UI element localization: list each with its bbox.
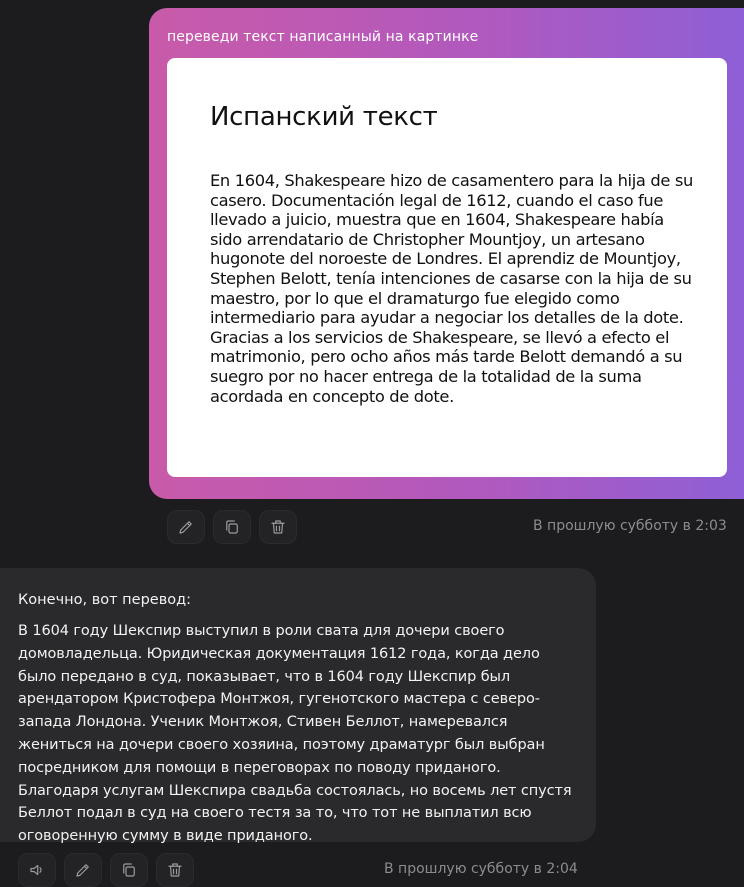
- copy-icon: [120, 861, 138, 879]
- assistant-message-timestamp: В прошлую субботу в 2:04: [384, 861, 578, 877]
- assistant-intro-text: Конечно, вот перевод:: [18, 592, 192, 608]
- copy-button[interactable]: [110, 853, 148, 887]
- assistant-translation-text: В 1604 году Шекспир выступил в роли свата для дочери своего домовладельца. Юридическая документация 1612 года, когда дело было передано в суд, показывает, что в 1604 году Шекспир был арендатором Кристофера Монтжоя, гугенотского мастера с северо-запада Лондона. Ученик Монтжоя, Стивен Беллот, намеревался жениться на дочери своего хозяина, поэтому драматург был выбран посредником для помощи в переговорах по поводу приданого. Благодаря услугам Шекспира свадьба состоялась, но восемь лет спустя Беллот подал в суд на своего тестя за то, что тот не выплатил всю оговоренную сумму в виде приданого.: [18, 623, 572, 845]
- edit-button[interactable]: [64, 853, 102, 887]
- delete-button[interactable]: [259, 510, 297, 544]
- speaker-icon: [28, 861, 46, 879]
- delete-button[interactable]: [156, 853, 194, 887]
- trash-icon: [269, 518, 287, 536]
- copy-button[interactable]: [213, 510, 251, 544]
- assistant-message-bubble: [0, 568, 596, 845]
- edit-button[interactable]: [167, 510, 205, 544]
- user-message-bubble: [149, 8, 744, 499]
- image-heading: Испанский текст: [210, 102, 438, 132]
- image-body-text: En 1604, Shakespeare hizo de casamentero para la hija de su casero. Documentación legal de 1612, cuando el caso fue llevado a juicio, muestra que en 1604, Shakespeare había sido arrendatario de Christopher Mountjoy, un artesano hugonote del noroeste de Londres. El aprendiz de Mountjoy, Stephen Belott, tenía intenciones de casarse con la hija de su maestro, por lo que el dramaturgo fue elegido como intermediario para ayudar a negociar los detalles de la dote. Gracias a los servicios de Shakespeare, se llevó a efecto el matrimonio, pero ocho años más tarde Belott demandó a su suegro por no hacer entrega de la totalidad de la suma acordada en concepto de dote.: [210, 171, 693, 406]
- user-message-timestamp: В прошлую субботу в 2:03: [533, 518, 727, 534]
- user-message-actions: [167, 510, 297, 544]
- assistant-message-actions: [18, 853, 194, 887]
- trash-icon: [166, 861, 184, 879]
- attached-image[interactable]: [167, 58, 727, 477]
- copy-icon: [223, 518, 241, 536]
- edit-icon: [177, 518, 195, 536]
- read-aloud-button[interactable]: [18, 853, 56, 887]
- user-message-text: переведи текст написанный на картинке: [167, 29, 479, 45]
- edit-icon: [74, 861, 92, 879]
